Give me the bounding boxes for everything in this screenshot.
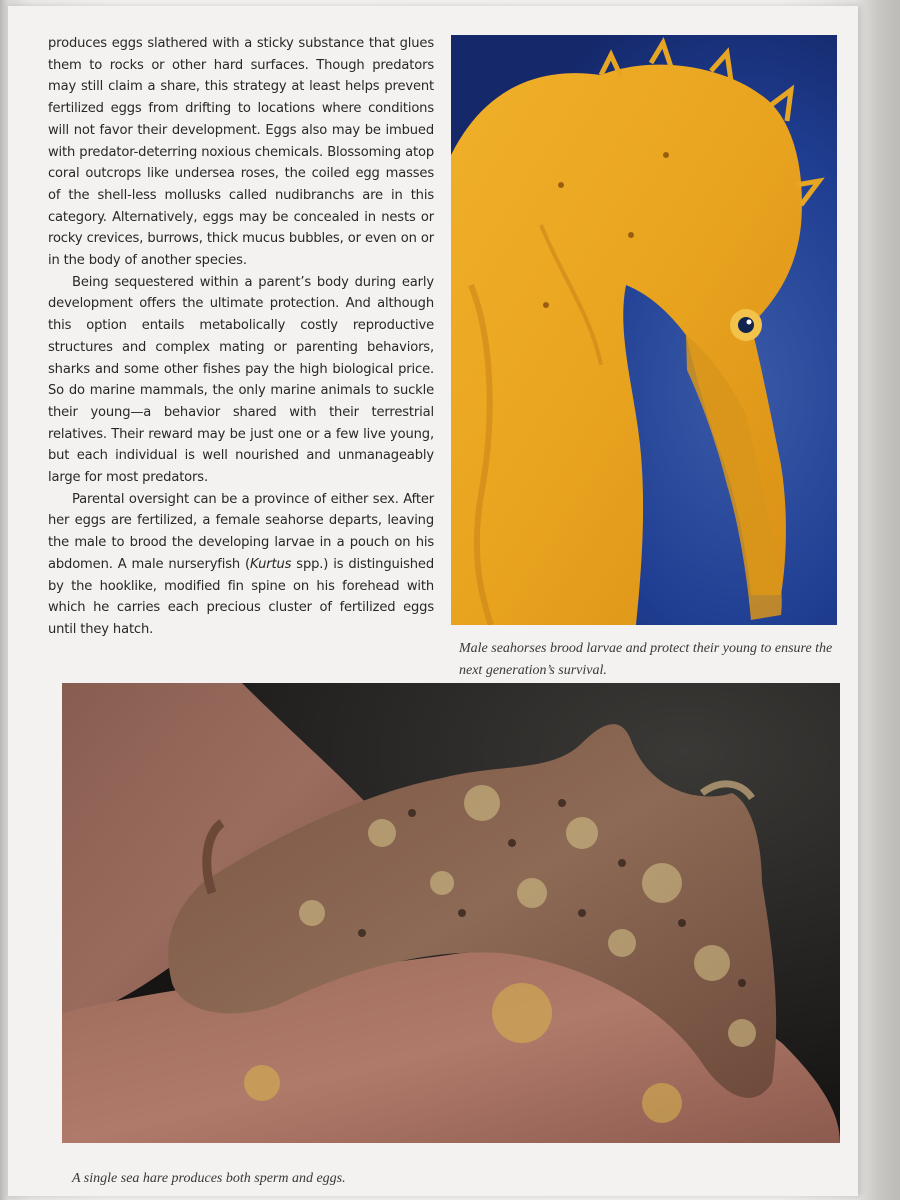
paragraph-3-genus: Kurtus [250,556,292,572]
seahorse-illustration [451,35,837,625]
paragraph-3-text-b: spp.) is distinguished by the hooklike, modified fin spine on his forehead with which he carries each precious cluster of fertilized eggs until they hatch. [48,556,434,637]
sea-hare-illustration [62,683,840,1143]
seahorse-caption: Male seahorses brood larvae and protect their young to ensure the next generation’s survival. [459,641,833,678]
sea-hare-photo [62,683,840,1143]
sea-hare-caption: A single sea hare produces both sperm and eggs. [72,1171,346,1186]
body-text [48,33,434,641]
paragraph-3 [48,489,434,641]
paragraph-1: produces eggs slathered with a sticky substance that glues them to rocks or other hard surfaces. Though predators may still claim a share, this strategy at least helps prevent fertilized eggs from drifting to locations where conditions will not favor their development. Eggs also may be imbued with predator-deterring noxious chemicals. Blossoming atop coral outcrops like undersea roses, the coiled egg masses of the shell-less mollusks called nudibranchs are in this category. Alternatively, eggs may be concealed in nests or rocky crevices, burrows, thick mucus bubbles, or even on or in the body of another species. [48,36,434,269]
paragraph-3-text-a: Parental oversight can be a province of either sex. After her eggs are fertilized, a female seahorse departs, leaving the male to brood the developing larvae in a pouch on his abdomen. A male nurseryfish ( [48,491,434,572]
seahorse-photo [451,35,837,625]
paragraph-2: Being sequestered within a parent’s body during early development offers the ultimate protection. And although this option entails metabolically costly reproductive structures and complex mating or parenting behaviors, sharks and some other fishes pay the high biological price. So do marine mammals, the only marine animals to suckle their young—a behavior shared with their terrestrial relatives. Their reward may be just one or a few live young, but each individual is well nourished and unmanageably large for most predators. [48,274,434,486]
